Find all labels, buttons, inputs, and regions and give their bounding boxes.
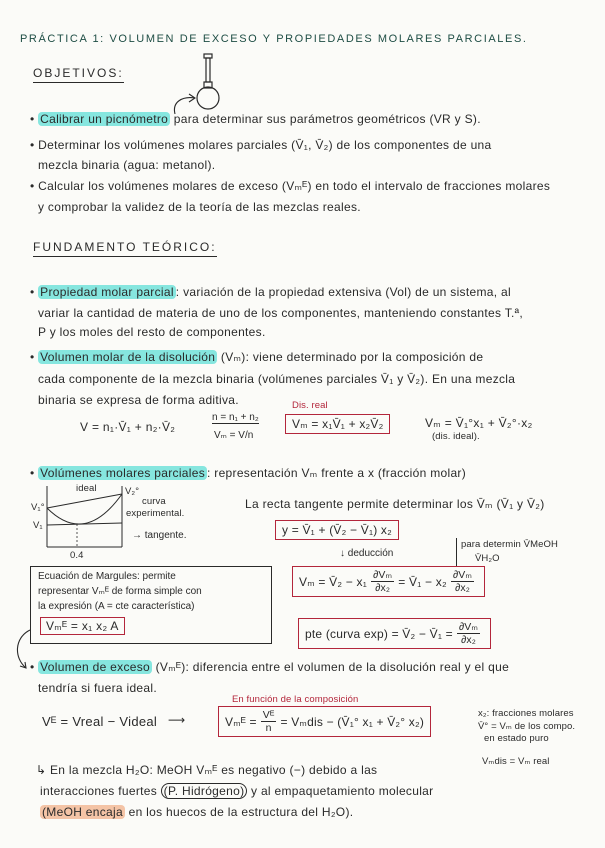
graph-label-experimental: experimental. bbox=[126, 508, 185, 519]
conclusion-line bbox=[40, 805, 353, 820]
theory-text: variar la cantidad de materia de uno de los componentes, manteniendo constantes T.ª, bbox=[38, 306, 524, 320]
objective-text: Determinar los volúmenes molares parciales (V̄₁, V̄₂) de los componentes de una bbox=[38, 138, 492, 152]
theory-text: (Vₘᴱ): diferencia entre el volumen de la disolución real y el que bbox=[152, 660, 510, 674]
margules-text: Ecuación de Margules: permite bbox=[38, 571, 176, 582]
equation-tangent: y = V̄₁ + (V̄₂ − V̄₁) x₂ bbox=[282, 523, 392, 537]
side-note: x₂: fracciones molares bbox=[478, 708, 574, 719]
experimental-curve bbox=[47, 494, 122, 524]
fraction-numerator: ∂Vₘ bbox=[452, 569, 473, 581]
conclusion-text: interacciones fuertes bbox=[40, 784, 161, 798]
bullet: • bbox=[30, 350, 35, 364]
highlight-text: Volumen de exceso bbox=[40, 660, 150, 674]
fraction-denominator: ∂x₂ bbox=[375, 582, 391, 594]
bullet: • bbox=[30, 660, 35, 674]
fraction-denominator: n bbox=[265, 722, 272, 734]
deduction-text: deducción bbox=[347, 548, 394, 559]
arrow-icon: ↓ bbox=[340, 548, 345, 559]
objective-item bbox=[30, 138, 492, 153]
label-composition: En función de la composición bbox=[232, 694, 359, 705]
conclusion-text: En la mezcla H₂O: MeOH Vₘᴱ es negativo (−) debido a las bbox=[50, 763, 378, 777]
graph-label-curve: curva bbox=[142, 496, 166, 507]
fraction-denominator: ∂x₂ bbox=[454, 582, 471, 594]
bullet: • bbox=[30, 138, 35, 152]
theory-item bbox=[30, 285, 511, 300]
objective-text: mezcla binaria (agua: metanol). bbox=[38, 158, 216, 172]
objective-item bbox=[30, 179, 550, 194]
highlight-text: Calibrar un picnómetro bbox=[40, 112, 169, 126]
label-ideal-solution: (dis. ideal). bbox=[432, 431, 480, 442]
theory-item bbox=[30, 466, 466, 481]
margules-text: representar Vₘᴱ de forma simple con bbox=[38, 586, 202, 597]
highlight-text: Volúmenes molares parciales bbox=[40, 466, 206, 480]
hydrogen-bond-note: (P. Hidrógeno) bbox=[161, 783, 248, 799]
margules-text: la expresión (A = cte característica) bbox=[38, 601, 195, 612]
equation-part: = Vₘdis − (V̄₁° x₁ + V̄₂° x₂) bbox=[280, 714, 425, 729]
conclusion-line bbox=[36, 763, 377, 778]
arrow-icon: ⟶ bbox=[168, 713, 186, 727]
equation-real-box bbox=[285, 414, 390, 434]
equation-molar-volume: Vₘ = V/n bbox=[214, 430, 254, 441]
fraction-numerator: ∂Vₘ bbox=[372, 569, 393, 581]
objective-text: Calcular los volúmenes molares de exceso (Vₘᴱ) en todo el intervalo de fracciones molares bbox=[38, 179, 551, 193]
equation-moles: n = n₁ + n₂ bbox=[212, 412, 259, 423]
graph-label-v1: V₁ bbox=[33, 520, 43, 531]
ideal-line bbox=[47, 494, 122, 508]
objective-text: para determinar sus parámetros geométricos (VR y S). bbox=[170, 112, 481, 126]
theory-text: P y los moles del resto de componentes. bbox=[38, 325, 266, 339]
theory-item bbox=[30, 660, 509, 675]
graph-label-x: 0.4 bbox=[70, 550, 84, 561]
derivative-fraction bbox=[371, 569, 394, 594]
side-note: en estado puro bbox=[484, 733, 549, 744]
objectives-heading: OBJETIVOS: bbox=[33, 66, 124, 83]
conclusion-text: y al empaquetamiento molecular bbox=[247, 784, 434, 798]
equation-part: pte (curva exp) = V̄₂ − V̄₁ = bbox=[305, 626, 453, 641]
equation-part: Vₘᴱ = bbox=[225, 714, 257, 729]
graph-label-v2-pure: V₂° bbox=[125, 486, 140, 497]
picnometer-icon bbox=[168, 52, 238, 116]
fraction-numerator: ∂Vₘ bbox=[458, 621, 479, 633]
equation-part: Vₘ = V̄₂ − x₁ bbox=[299, 574, 367, 589]
theory-text: tendría si fuera ideal. bbox=[38, 681, 157, 695]
determine-note bbox=[456, 538, 558, 566]
theory-heading: FUNDAMENTO TEÓRICO: bbox=[33, 240, 217, 257]
side-note: V̄° = Vₘ de los compo. bbox=[478, 721, 576, 732]
bullet: • bbox=[30, 179, 35, 193]
theory-text: binaria se expresa de forma aditiva. bbox=[38, 393, 239, 407]
determine-note-line: V̄H₂O bbox=[475, 553, 500, 564]
tangent-text: La recta tangente permite determinar los V̄ₘ (V̄₁ y V̄₂) bbox=[245, 497, 545, 511]
determine-note-line: para determin V̄MeOH bbox=[461, 539, 558, 550]
page-title: PRÁCTICA 1: VOLUMEN DE EXCESO Y PROPIEDADES MOLARES PARCIALES. bbox=[20, 33, 528, 45]
conclusion-line bbox=[40, 784, 433, 799]
fraction-numerator: Vᴱ bbox=[262, 709, 275, 721]
theory-item bbox=[30, 350, 483, 365]
tangent-label: tangente. bbox=[144, 530, 187, 541]
equation-additive: V = n₁·V̄₁ + n₂·V̄₂ bbox=[80, 420, 176, 434]
graph-label-ideal: ideal bbox=[76, 483, 97, 494]
graph-label-v1-pure: V₁° bbox=[31, 502, 45, 513]
bullet: • bbox=[30, 112, 35, 126]
highlight-text: Volumen molar de la disolución bbox=[40, 350, 216, 364]
arrow-icon: → bbox=[132, 530, 142, 541]
derivative-fraction bbox=[451, 569, 474, 594]
theory-text: cada componente de la mezcla binaria (volúmenes parciales V̄₁ y V̄₂). En una mezcla bbox=[38, 372, 516, 386]
theory-text: : representación Vₘ frente a x (fracción molar) bbox=[207, 466, 467, 480]
equation-excess-box bbox=[218, 706, 431, 737]
fraction-denominator: ∂x₂ bbox=[460, 634, 477, 646]
equation-vm-box bbox=[292, 566, 485, 597]
margules-formula: Vₘᴱ = x₁ x₂ A bbox=[40, 617, 125, 635]
graph-label-tangent bbox=[132, 530, 187, 542]
deduction-label bbox=[340, 548, 393, 560]
equation-tangent-box bbox=[275, 520, 399, 540]
highlight-text: Propiedad molar parcial bbox=[40, 285, 174, 299]
bullet: • bbox=[30, 466, 35, 480]
bullet: • bbox=[30, 285, 35, 299]
equation-slope-box bbox=[298, 618, 491, 649]
side-note: Vₘdis = Vₘ real bbox=[482, 756, 550, 767]
derivative-fraction bbox=[457, 621, 480, 646]
equation-excess-volume: Vᴱ = Vreal − Videal bbox=[42, 714, 158, 729]
excess-fraction bbox=[261, 709, 277, 734]
objective-text: y comprobar la validez de la teoría de las mezclas reales. bbox=[38, 200, 361, 214]
objective-item bbox=[30, 112, 481, 127]
equation-ideal: Vₘ = V̄₁°x₁ + V̄₂°·x₂ bbox=[425, 416, 533, 430]
label-real-solution: Dis. real bbox=[292, 400, 328, 411]
theory-text: (Vₘ): viene determinado por la composición de bbox=[217, 350, 484, 364]
highlight-text: (MeOH encaja bbox=[42, 805, 123, 819]
conclusion-text: en los huecos de la estructura del H₂O). bbox=[124, 805, 354, 819]
equation-part: = V̄₁ − x₂ bbox=[398, 574, 447, 589]
arrow-icon: ↳ bbox=[36, 763, 47, 777]
theory-text: : variación de la propiedad extensiva (Vol) de un sistema, al bbox=[175, 285, 511, 299]
equation-real: Vₘ = x₁V̄₁ + x₂V̄₂ bbox=[292, 417, 384, 431]
